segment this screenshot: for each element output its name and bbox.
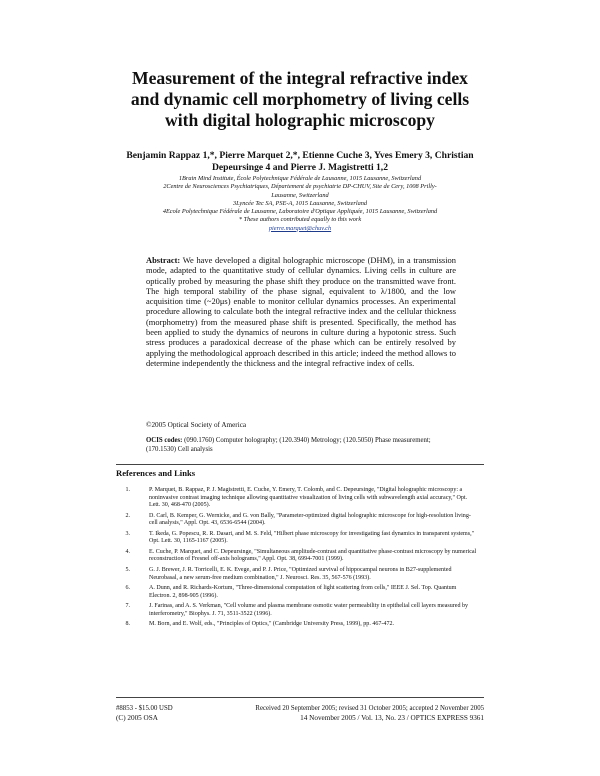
affiliation: 2Centre de Neurosciences Psychiatriques, Département de psychiatrie DP-CHUV, Site de Cery, 1008 Prilly- — [163, 183, 437, 191]
ocis-label: OCIS codes: — [146, 437, 183, 444]
reference-item — [116, 487, 482, 510]
reference-number: 3. — [125, 530, 130, 537]
affiliations — [116, 175, 484, 233]
ocis-text: (090.1760) Computer holography; (120.3940) Metrology; (120.5050) Phase measurement; (170.1530) Cell analysis — [146, 437, 431, 453]
affiliation: 3Lyncée Tec SA, PSE-A, 1015 Lausanne, Switzerland — [232, 199, 368, 207]
footer-copyright: (C) 2005 OSA — [116, 714, 158, 722]
footer-journal-info: 14 November 2005 / Vol. 13, No. 23 / OPTICS EXPRESS 9361 — [300, 714, 484, 722]
reference-text: T. Ikeda, G. Popescu, R. R. Dasari, and M. S. Feld, "Hilbert phase microscopy for investigating fast dynamics in transparent systems," Opt. Lett. 30, 1165-1167 (2005). — [149, 530, 475, 545]
reference-number: 2. — [125, 512, 130, 519]
footer-received: Received 20 September 2005; revised 31 October 2005; accepted 2 November 2005 — [255, 705, 484, 712]
reference-text: E. Cuche, P. Marquet, and C. Depeursinge, "Simultaneous amplitude-contrast and quantitative phase-contrast microscopy by numerical reconstruction of Fresnel off-axis holograms," Appl. Opt. 38, 6994-7001 (1999). — [149, 548, 477, 563]
references-heading: References and Links — [116, 468, 196, 478]
reference-number: 6. — [125, 584, 130, 591]
reference-item — [116, 567, 482, 582]
reference-text: M. Born, and E. Wolf, eds., "Principles of Optics," (Cambridge University Press, 1999), pp. 467-472. — [149, 621, 395, 628]
reference-number: 4. — [125, 548, 130, 555]
author-line: Benjamin Rappaz 1,*, Pierre Marquet 2,*, Etienne Cuche 3, Yves Emery 3, Christian — [126, 150, 474, 161]
references-list — [116, 487, 482, 632]
reference-item — [116, 585, 482, 600]
affiliation-note: * These authors contributed equally to this work — [238, 216, 362, 224]
copyright-notice: ©2005 Optical Society of America — [146, 421, 247, 429]
reference-text: D. Carl, B. Kemper, G. Wernicke, and G. von Bally, "Parameter-optimized digital holographic microscope for high-resolution living-cell analysis," Appl. Opt. 43, 6536-6544 (2004). — [149, 512, 471, 527]
footer-divider — [116, 697, 484, 698]
reference-text: G. J. Brewer, J. R. Torricelli, E. K. Evege, and P. J. Price, "Optimized survival of hippocampal neurons in B27-supplemented Neurobasal, a new serum-free medium combination," J. Neurosci. Res. 35, 567-576 (1993). — [149, 566, 452, 581]
reference-item — [116, 621, 482, 629]
abstract-text: We have developed a digital holographic microscope (DHM), in a transmission mode, adapted to the quantitative study of cellular dynamics. Living cells in culture are optically probed by measuring the phase shift they produce on the transmitted wave front. The high temporal stability of the phase signal, equivalent to λ/1800, and the low acquisition time (~20μs) enable to monitor cellular dynamics processes. An experimental procedure allowing to calculate both the integral refractive index and the cellular thickness (morphometry) from the measured phase shift is presented. Specifically, the method has been applied to study the dynamics of neurons in culture during a hypotonic stress. Such stress produces a paradoxical decrease of the phase which can be entirely resolved by applying the methodological approach described in this article; indeed the method allows to determine independently the thickness and the integral refractive index of cells. — [146, 255, 456, 368]
title-line: and dynamic cell morphometry of living cells — [130, 89, 470, 109]
abstract-label: Abstract: — [146, 255, 181, 265]
affiliation: Lausanne, Switzerland — [271, 191, 329, 199]
reference-number: 8. — [125, 621, 130, 628]
abstract — [146, 255, 456, 368]
reference-item — [116, 531, 482, 546]
reference-item — [116, 603, 482, 618]
title-line: with digital holographic microscopy — [165, 110, 435, 130]
paper-title — [80, 68, 520, 131]
reference-number: 5. — [125, 566, 130, 573]
author-list — [112, 150, 488, 174]
reference-number: 1. — [125, 487, 130, 493]
reference-text: P. Marquet, B. Rappaz, P. J. Magistretti, E. Cuche, Y. Emery, T. Colomb, and C. Depeursinge, "Digital holographic microscopy: a noninvasive contrast imaging technique allowing quantitative visualization of living cells with subwavelength axial accuracy," Opt. Lett. 30, 468-470 (2005). — [149, 487, 468, 509]
section-divider — [116, 464, 484, 465]
reference-item — [116, 513, 482, 528]
reference-number: 7. — [125, 603, 130, 610]
reference-item — [116, 549, 482, 564]
affiliation: 4Ecole Polytechnique Fédérale de Lausanne, Laboratoire d'Optique Appliquée, 1015 Lausanne, Switzerland — [162, 208, 438, 216]
author-line: Depeursinge 4 and Pierre J. Magistretti 1,2 — [211, 162, 389, 173]
ocis-codes — [146, 437, 456, 455]
reference-text: A. Dunn, and R. Richards-Kortum, "Three-dimensional computation of light scattering from cells," IEEE J. Sel. Top. Quantum Electron. 2, 898-905 (1996). — [149, 584, 457, 599]
footer-price: #8853 - $15.00 USD — [116, 705, 173, 712]
reference-text: J. Farinas, and A. S. Verkman, "Cell volume and plasma membrane osmotic water permeability in epithelial cell layers measured by interferometry," Biophys. J. 71, 3511-3522 (1996). — [149, 603, 469, 617]
title-line: Measurement of the integral refractive index — [132, 68, 468, 88]
email-link[interactable]: pierre.marquet@chuv.ch — [268, 224, 332, 232]
affiliation: 1Brain Mind Institute, École Polytechnique Fédérale de Lausanne, 1015 Lausanne, Switzerland — [178, 175, 422, 182]
